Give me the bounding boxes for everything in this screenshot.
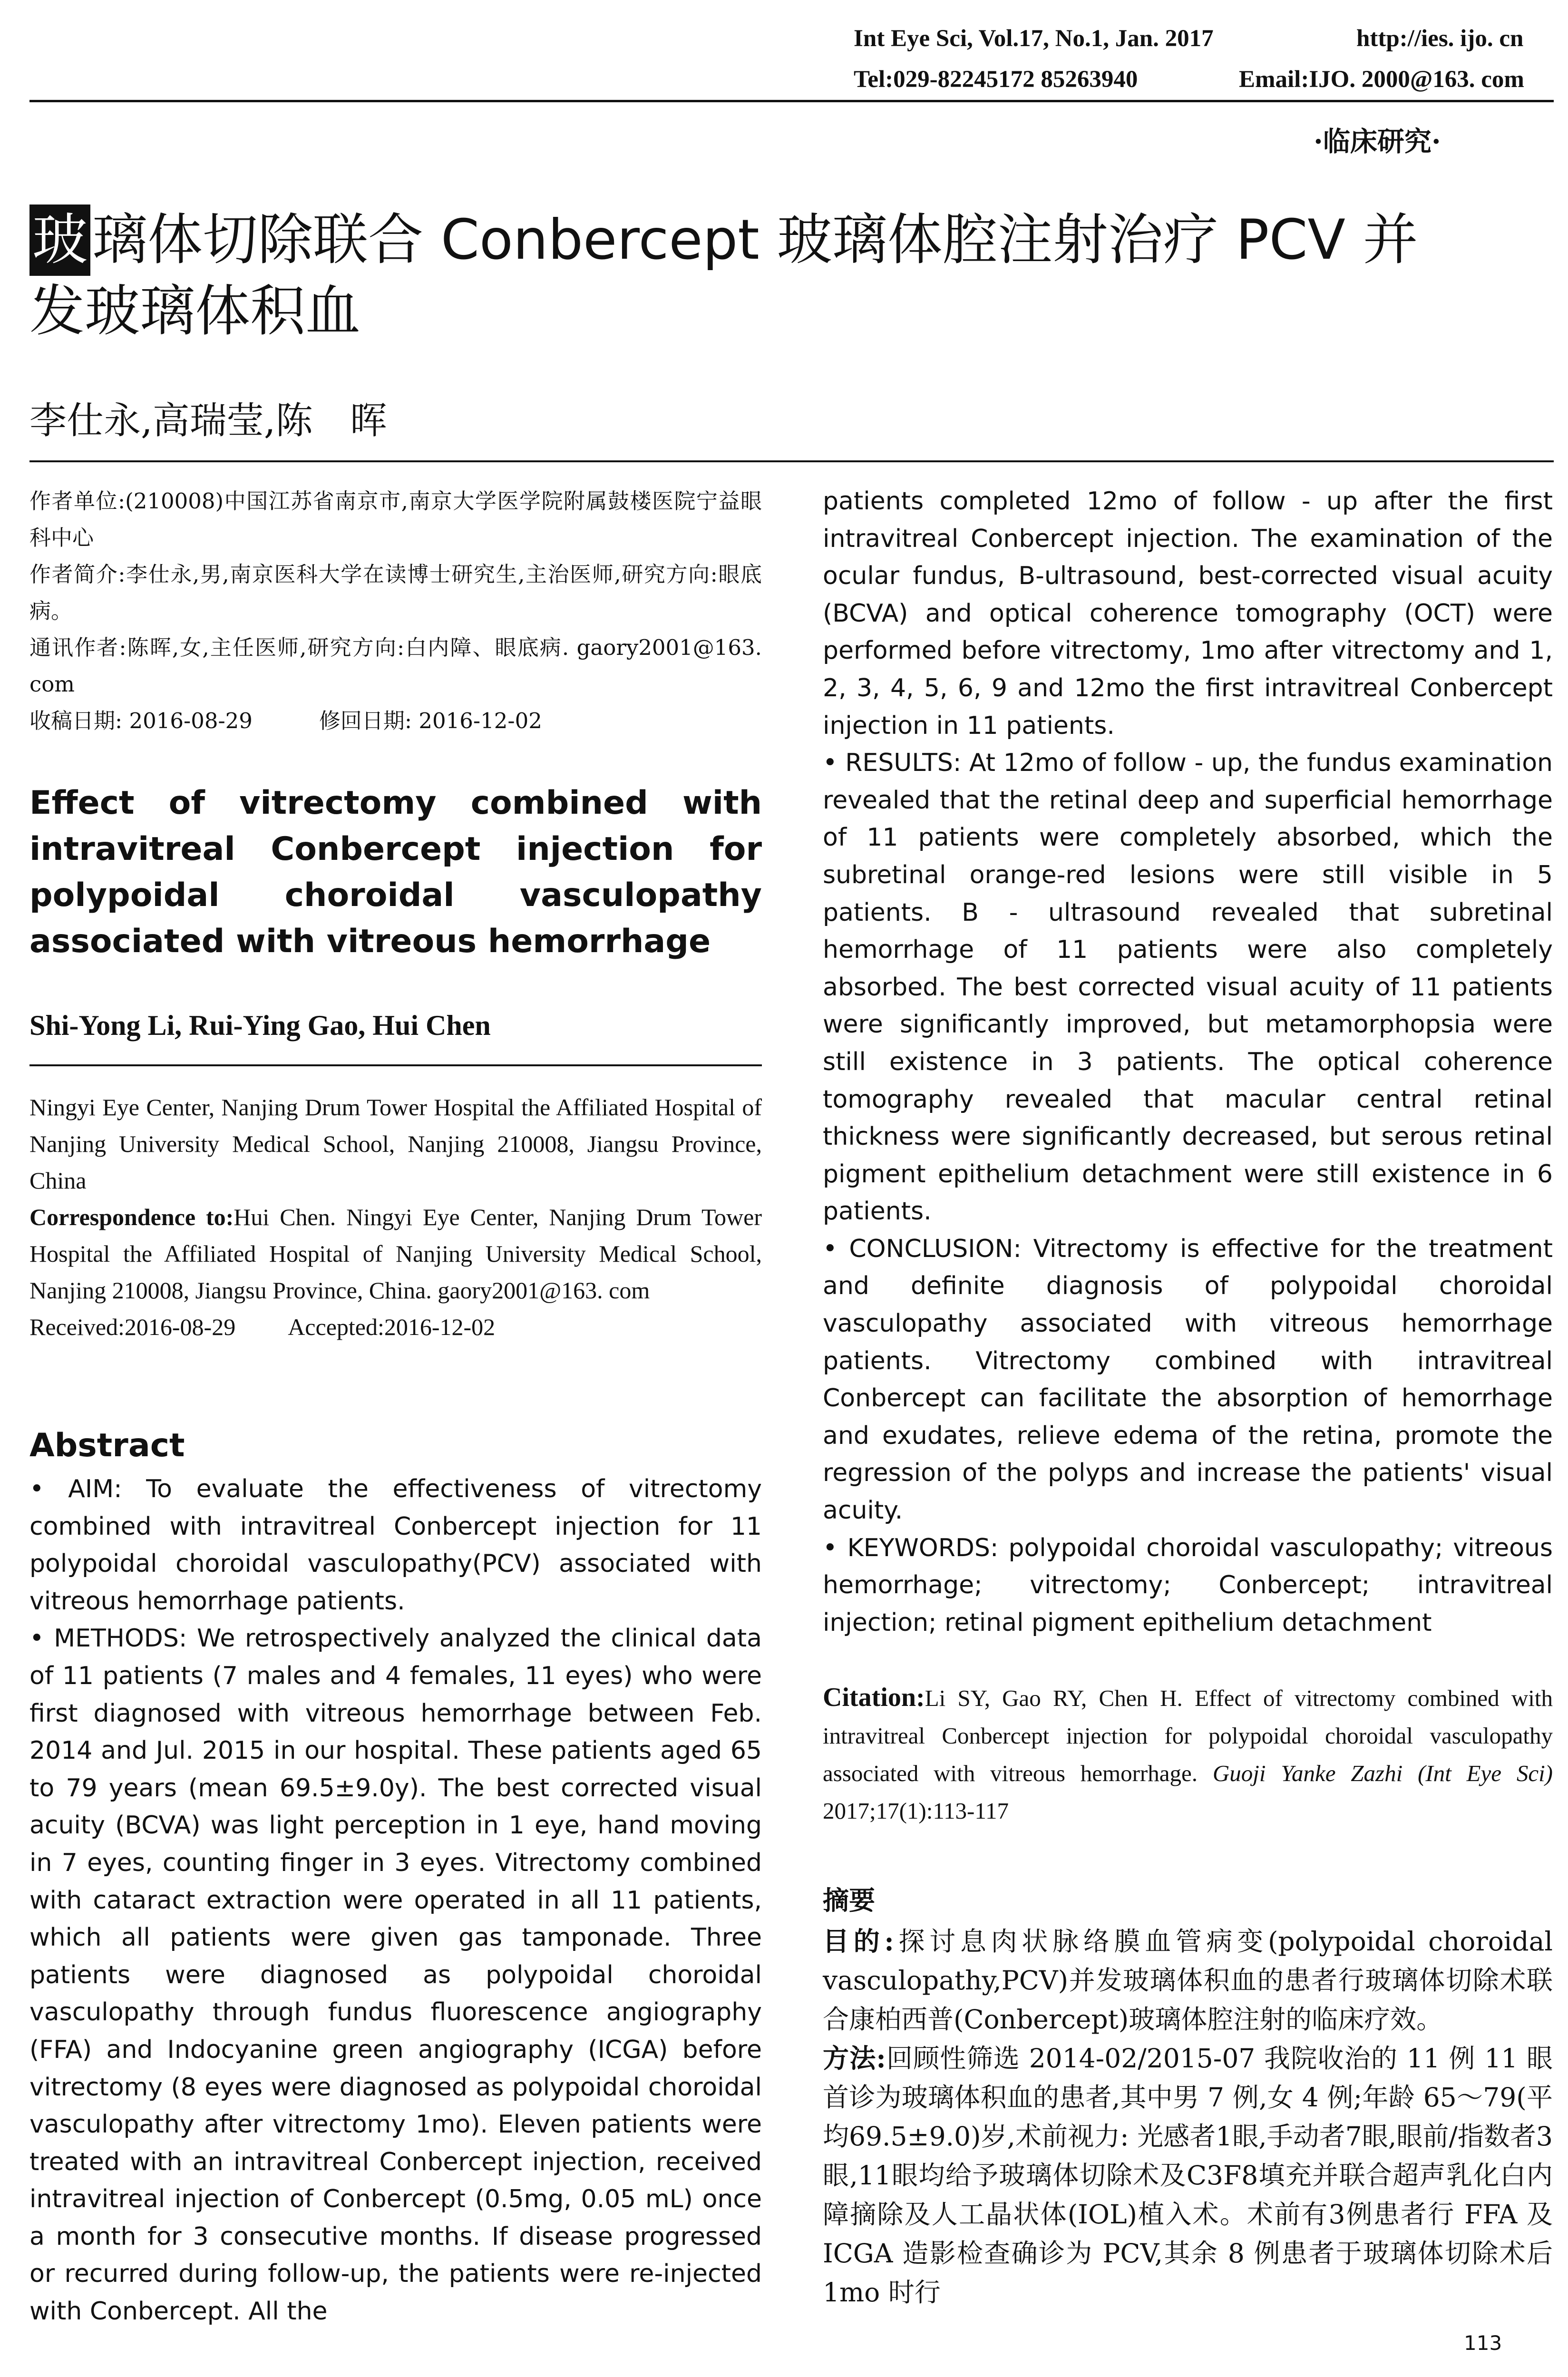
title-en-line4: associated with vitreous hemorrhage <box>29 923 711 960</box>
title-first-char-block: 玻 <box>29 205 90 276</box>
author-info-zh <box>29 483 762 739</box>
citation-block <box>823 1679 1553 1830</box>
correspondence-en <box>29 1199 762 1309</box>
title-en-line3: polypoidal choroidal vasculopathy <box>29 877 762 914</box>
purpose-text: 探讨息肉状脉络膜血管病变(polypoidal choroidal vasculopathy,PCV)并发玻璃体积血的患者行玻璃体切除术联合康柏西普(Conbercept)玻璃体腔注射的临床疗效。 <box>823 1926 1553 2035</box>
abstract-zh-method <box>823 2039 1553 2312</box>
author-intro: 作者简介:李仕永,男,南京医科大学在读博士研究生,主治医师,研究方向:眼底病。 <box>29 562 762 623</box>
abstract-left-column <box>29 1471 762 2330</box>
results-text: At 12mo of follow - up, the fundus examination revealed that the retinal deep and superficial hemorrhage of 11 patients were completely absorbed, which the subretinal orange-red lesions were still visible in 5 patients. B - ultrasound revealed that subretinal hemorrhage of 11 patients were also completely absorbed. The best corrected visual acuity of 11 patients were significantly improved, but metamorphopsia were still existence in 3 patients. The optical coherence tomography revealed that macular central retinal thickness were significantly decreased, but serous retinal pigment epithelium detachment were still existence in 6 patients. <box>823 749 1553 1226</box>
author-unit: 作者单位:(210008)中国江苏省南京市,南京大学医学院附属鼓楼医院宁益眼科中心 <box>29 488 762 550</box>
abstract-zh-purpose <box>823 1922 1553 2039</box>
journal-tel: Tel:029-82245172 85263940 <box>854 66 1138 93</box>
keywords-text: polypoidal choroidal vasculopathy; vitreous hemorrhage; vitrectomy; Conbercept; intravitreal injection; retinal pigment epithelium detachment <box>823 1533 1553 1637</box>
journal-email: Email:IJO. 2000@163. com <box>1239 66 1524 93</box>
received-date-zh: 收稿日期: 2016-08-29 <box>29 708 253 733</box>
citation-journal: Guoji Yanke Zazhi (Int Eye Sci) <box>1212 1760 1553 1786</box>
correspondence-text: Hui Chen. Ningyi Eye Center, Nanjing Drum Tower Hospital the Affiliated Hospital of Nanjing University Medical School, Nanjing 210008, Jiangsu Province, China. gaory2001@163. com <box>29 1204 762 1304</box>
title-en <box>29 780 762 964</box>
methods-label: • METHODS: <box>29 1624 187 1653</box>
authors-en-rule <box>29 1064 762 1066</box>
authors-zh: 李仕永,高瑞莹,陈 晖 <box>29 399 387 442</box>
results-label: • RESULTS: <box>823 749 962 778</box>
revised-date-zh: 修回日期: 2016-12-02 <box>319 708 542 733</box>
keywords-label: • KEYWORDS: <box>823 1533 999 1562</box>
abstract-zh-heading: 摘要 <box>823 1885 876 1916</box>
title-zh-rest: 璃体切除联合 Conbercept 玻璃体腔注射治疗 PCV 并 <box>92 208 1418 272</box>
abstract-heading: Abstract <box>29 1427 185 1464</box>
citation <box>823 1679 1553 1830</box>
citation-ref: 2017;17(1):113-117 <box>823 1798 1009 1824</box>
abstract-conclusion <box>823 1230 1553 1529</box>
conclusion-label: • CONCLUSION: <box>823 1234 1022 1263</box>
page-number: 113 <box>1464 2331 1502 2355</box>
aim-text: To evaluate the effectiveness of vitrectomy combined with intravitreal Conbercept injection for 11 polypoidal choroidal vasculopathy(PCV) associated with vitreous hemorrhage patients. <box>29 1475 762 1616</box>
affiliation-block <box>29 1089 762 1345</box>
journal-volume-line: Int Eye Sci, Vol.17, No.1, Jan. 2017 <box>854 25 1214 52</box>
corresponding-author-zh: 通讯作者:陈晖,女,主任医师,研究方向:白内障、眼底病. gaory2001@163. com <box>29 635 762 697</box>
conclusion-text: Vitrectomy is effective for the treatment and definite diagnosis of polypoidal choroidal vasculopathy associated with vitreous hemorrhage patients. Vitrectomy combined with intravitreal Conbercept can facilitate the absorption of hemorrhage and exudates, relieve edema of the retina, promote the regression of the polyps and increase the patients' visual acuity. <box>823 1234 1553 1525</box>
abstract-zh <box>823 1881 1553 2312</box>
correspondence-label: Correspondence to: <box>29 1204 234 1230</box>
citation-text: Li SY, Gao RY, Chen H. Effect of vitrectomy combined with intravitreal Conbercept injection for polypoidal choroidal vasculopathy associated with vitreous hemorrhage. <box>823 1685 1553 1786</box>
abstract-aim <box>29 1471 762 1620</box>
abstract-methods <box>29 1620 762 2330</box>
authors-en: Shi-Yong Li, Rui-Ying Gao, Hui Chen <box>29 1010 491 1041</box>
method-text: 回顾性筛选 2014-02/2015-07 我院收治的 11 例 11 眼首诊为玻璃体积血的患者,其中男 7 例,女 4 例;年龄 65～79(平均69.5±9.0)岁,术前视力: 光感者1眼,手动者7眼,眼前/指数者3眼,11眼均给予玻璃体切除术及C3F8填充并联合超声乳化白内障摘除及人工晶状体(IOL)植入术。术前有3例患者行 FFA 及 ICGA 造影检查确诊为 PCV,其余 8 例患者于玻璃体切除术后 1mo 时行 <box>823 2043 1553 2308</box>
methods-continued: patients completed 12mo of follow - up after the first intravitreal Conbercept injection. The examination of the ocular fundus, B-ultrasound, best-corrected visual acuity (BCVA) and optical coherence tomography (OCT) were performed before vitrectomy, 1mo after vitrectomy and 1, 2, 3, 4, 5, 6, 9 and 12mo the first intravitreal Conbercept injection in 11 patients. <box>823 487 1553 740</box>
authors-rule <box>29 460 1554 462</box>
aim-label: • AIM: <box>29 1475 122 1503</box>
abstract-keywords <box>823 1529 1553 1642</box>
purpose-label: 目的: <box>823 1926 894 1957</box>
header-rule <box>29 100 1554 102</box>
received-date-en: Received:2016-08-29 <box>29 1314 236 1340</box>
method-label: 方法: <box>823 2043 886 2074</box>
methods-text: We retrospectively analyzed the clinical data of 11 patients (7 males and 4 females, 11 eyes) who were first diagnosed with vitreous hemorrhage between Feb. 2014 and Jul. 2015 in our hospital. These patients aged 65 to 79 years (mean 69.5±9.0y). The best corrected visual acuity (BCVA) was light perception in 1 eye, hand moving in 7 eyes, counting finger in 3 eyes. Vitrectomy combined with cataract extraction were operated in all 11 patients, which all patients were given gas tamponade. Three patients were diagnosed as polypoidal choroidal vasculopathy through fundus fluorescence angiography (FFA) and Indocyanine green angiography (ICGA) before vitrectomy (8 eyes were diagnosed as polypoidal choroidal vasculopathy after vitrectomy 1mo). Eleven patients were treated with an intravitreal Conbercept injection, received intravitreal injection of Conbercept (0.5mg, 0.05 mL) once a month for 3 consecutive months. If disease progressed or recurred during follow-up, the patients were re-injected with Conbercept. All the <box>29 1624 762 2326</box>
section-label: ·临床研究· <box>1314 126 1441 157</box>
citation-label: Citation: <box>823 1683 925 1712</box>
abstract-right-column <box>823 483 1553 1641</box>
accepted-date-en: Accepted:2016-12-02 <box>288 1314 496 1340</box>
title-en-line1: Effect of vitrectomy combined with <box>29 784 762 822</box>
dates-en <box>29 1309 762 1345</box>
affiliation-text: Ningyi Eye Center, Nanjing Drum Tower Hospital the Affiliated Hospital of Nanjing University Medical School, Nanjing 210008, Jiangsu Province, China <box>29 1094 762 1194</box>
journal-url: http://ies. ijo. cn <box>1356 25 1524 52</box>
abstract-results <box>823 744 1553 1230</box>
title-en-line2: intravitreal Conbercept injection for <box>29 830 762 868</box>
dates-zh <box>29 702 762 739</box>
title-zh-line1 <box>29 205 1551 276</box>
title-zh-line2: 发玻璃体积血 <box>29 279 360 343</box>
